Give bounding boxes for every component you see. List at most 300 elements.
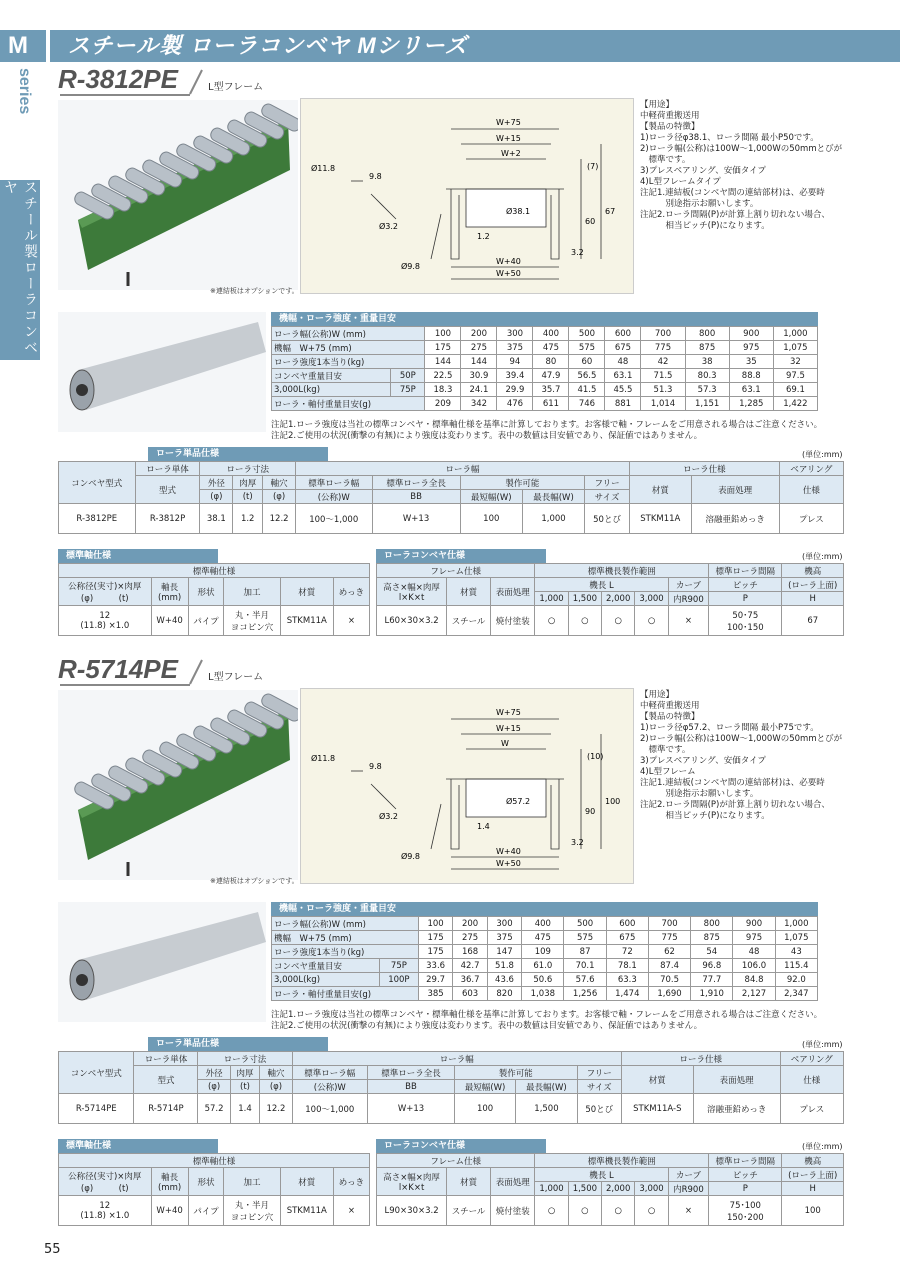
header: ローラ幅	[292, 1052, 621, 1066]
product-features	[640, 690, 880, 822]
table-cell: ×	[668, 606, 708, 636]
unit-label: (単位:mm)	[802, 1142, 843, 1151]
table-cell: 1.2	[233, 504, 263, 534]
table-cell: 575	[564, 931, 606, 945]
header: ローラ仕様	[621, 1052, 780, 1066]
table-cell: 92.0	[775, 973, 817, 987]
dim-roller-diam: Ø38.1	[506, 207, 531, 216]
header: (ローラ上面)	[782, 578, 844, 592]
table-cell: 300	[487, 917, 521, 931]
table-cell: R-5714PE	[59, 1094, 134, 1124]
table-cell: 400	[522, 917, 564, 931]
feature-line: 2)ローラ幅(公称)は100W～1,000Wの50mmとびが	[640, 144, 843, 154]
dim-plate: 3.2	[571, 248, 584, 257]
dim-frame-h: 90	[585, 807, 596, 816]
header: 機高	[782, 1154, 844, 1168]
table-row	[272, 327, 818, 341]
header: フリー	[577, 1066, 621, 1080]
table-cell: 200	[453, 917, 487, 931]
table-row	[59, 462, 844, 476]
table-cell: 342	[461, 397, 497, 411]
header: サイズ	[585, 490, 630, 504]
feature-line: 【製品の特徴】	[640, 122, 700, 132]
table-cell: 溶融亜鉛めっき	[693, 1094, 780, 1124]
table-cell: 70.5	[648, 973, 690, 987]
row-label: ローラ強度1本当り(kg)	[272, 945, 419, 959]
axle-table	[58, 1153, 370, 1226]
axle-title: 標準軸仕様	[58, 549, 218, 563]
side-series-label: series	[16, 68, 33, 115]
conveyor-illustration	[58, 100, 298, 290]
table-cell: 97.5	[773, 369, 817, 383]
header: 3,000	[635, 592, 668, 606]
table-cell: 675	[605, 341, 641, 355]
table-cell: 36.7	[453, 973, 487, 987]
table-cell: 475	[522, 931, 564, 945]
table-cell: 144	[461, 355, 497, 369]
dim-thick: 1.2	[477, 232, 490, 241]
table-cell: 375	[487, 931, 521, 945]
dim-w75: W+75	[496, 708, 521, 717]
row-label: ローラ強度1本当り(kg)	[272, 355, 425, 369]
note-line: 注記2.ご使用の状況(衝撃の有無)により強度は変わります。表中の数値は目安値であり、保証値ではありません。	[271, 431, 703, 441]
note-line: 注記1.ローラ強度は当社の標準コンベヤ・標準軸仕様を基準に計算しております。お客様で軸・フレームをご用意される場合はご注意ください。	[271, 1010, 823, 1020]
header: ローラ仕様	[629, 462, 779, 476]
feature-line: 1)ローラ径φ38.1、ローラ間隔 最小P50です。	[640, 133, 819, 143]
table-cell: 57.3	[685, 383, 729, 397]
roller-illustration	[58, 902, 266, 1022]
header: 肉厚	[233, 476, 263, 490]
table-cell: R-3812PE	[59, 504, 136, 534]
table-cell: 1,474	[606, 987, 648, 1001]
table-cell: 106.0	[733, 959, 775, 973]
table-cell: 57.2	[198, 1094, 230, 1124]
table-cell: 611	[533, 397, 569, 411]
table-cell: 45.5	[605, 383, 641, 397]
row-label: 機幅 W+75 (mm)	[272, 341, 425, 355]
header: 2,000	[602, 592, 635, 606]
model-title: R-5714PE	[58, 654, 178, 684]
table-cell: 675	[606, 931, 648, 945]
table-row	[272, 945, 818, 959]
header: フレーム仕様	[377, 564, 535, 578]
header: (φ)	[260, 1080, 292, 1094]
header: ピッチ	[709, 1168, 782, 1182]
roller-spec-table	[58, 461, 844, 534]
frame-type: L型フレーム	[208, 82, 264, 93]
header: (t)	[233, 490, 263, 504]
table-cell: 476	[497, 397, 533, 411]
dimension-svg	[301, 689, 635, 885]
table-cell: 88.8	[729, 369, 773, 383]
table-cell: 168	[453, 945, 487, 959]
table-cell: 32	[773, 355, 817, 369]
table-cell: 975	[733, 931, 775, 945]
header: 公称径(実寸)×肉厚 (φ) (t)	[59, 1168, 152, 1196]
table-cell: 1,285	[729, 397, 773, 411]
table-row	[377, 1196, 844, 1226]
header: 材質	[621, 1066, 693, 1094]
table-cell: 47.9	[533, 369, 569, 383]
pitch-label: 100P	[379, 973, 418, 987]
unit-label: (単位:mm)	[802, 552, 843, 561]
table-cell: 109	[522, 945, 564, 959]
header: 内R900	[668, 1182, 708, 1196]
page-number: 55	[44, 1242, 61, 1257]
table-cell: 900	[733, 917, 775, 931]
header: 標準ローラ全長	[368, 1066, 455, 1080]
dimension-drawing	[300, 688, 634, 884]
table-cell: 881	[605, 397, 641, 411]
table-cell: 375	[497, 341, 533, 355]
note-line: 注記1.ローラ強度は当社の標準コンベヤ・標準軸仕様を基準に計算しております。お客様で軸・フレームをご用意される場合はご注意ください。	[271, 420, 823, 430]
table-cell: ○	[602, 606, 635, 636]
table-cell: ○	[568, 1196, 601, 1226]
table-cell: 80.3	[685, 369, 729, 383]
header: 最短幅(W)	[460, 490, 522, 504]
table-cell: ○	[635, 1196, 668, 1226]
header: 標準軸仕様	[59, 564, 370, 578]
table-cell: 147	[487, 945, 521, 959]
conveyor-spec-title: ローラコンベヤ仕様	[376, 549, 546, 563]
table-cell: 48	[605, 355, 641, 369]
header: 1,000	[535, 1182, 568, 1196]
table-row	[377, 564, 844, 578]
table-cell: ○	[535, 606, 568, 636]
table-cell: 746	[569, 397, 605, 411]
row-label: ローラ・軸付重量目安(g)	[272, 987, 419, 1001]
table-cell: 51.8	[487, 959, 521, 973]
row-label: ローラ幅(公称)W (mm)	[272, 327, 425, 341]
header: 材質	[280, 578, 333, 606]
header: 肉厚	[230, 1066, 260, 1080]
table-cell: 35.7	[533, 383, 569, 397]
header: P	[709, 1182, 782, 1196]
header: 軸長 (mm)	[151, 1168, 188, 1196]
table-row	[272, 383, 818, 397]
table-cell: 焼付塗装	[491, 1196, 535, 1226]
table-cell: 80	[533, 355, 569, 369]
table-row	[59, 1196, 370, 1226]
feature-line: 【用途】	[640, 100, 675, 110]
table-cell: 77.7	[691, 973, 733, 987]
row-label: 3,000L(kg)	[272, 973, 380, 987]
header: 標準ローラ間隔	[709, 1154, 782, 1168]
table-cell: 900	[729, 327, 773, 341]
feature-line: 1)ローラ径φ57.2、ローラ間隔 最小P75です。	[640, 723, 819, 733]
feature-line: 2)ローラ幅(公称)は100W～1,000Wの50mmとびが	[640, 734, 843, 744]
dim-w75: W+75	[496, 118, 521, 127]
strength-notes	[271, 1010, 871, 1032]
table-cell: 75･100 150･200	[709, 1196, 782, 1226]
header: 標準ローラ全長	[372, 476, 460, 490]
table-cell: 1,000	[775, 917, 817, 931]
strength-table	[271, 916, 818, 1001]
header: 形状	[188, 1168, 224, 1196]
dim-thick: 1.4	[477, 822, 490, 831]
dim-plate: 3.2	[571, 838, 584, 847]
table-cell: L60×30×3.2	[377, 606, 447, 636]
table-cell: 30.9	[461, 369, 497, 383]
header: (ローラ上面)	[782, 1168, 844, 1182]
header: 標準機長製作範囲	[535, 564, 709, 578]
header: カーブ	[668, 1168, 708, 1182]
table-cell: 1,256	[564, 987, 606, 1001]
model-underline	[60, 684, 190, 686]
conveyor-photo	[58, 100, 298, 290]
table-cell: 300	[497, 327, 533, 341]
table-cell: 275	[461, 341, 497, 355]
table-cell: 100	[454, 1094, 515, 1124]
table-row	[59, 1052, 844, 1066]
table-cell: 115.4	[775, 959, 817, 973]
header: 高さ×幅×肉厚 l×K×t	[377, 578, 447, 606]
table-cell: ○	[635, 606, 668, 636]
table-cell: 209	[425, 397, 461, 411]
header: 機長 L	[535, 578, 668, 592]
table-cell: 600	[606, 917, 648, 931]
header: (φ)	[263, 490, 296, 504]
table-row	[59, 504, 844, 534]
dim-roller-diam: Ø57.2	[506, 797, 531, 806]
table-cell: 500	[569, 327, 605, 341]
header: 1,000	[535, 592, 568, 606]
table-row	[377, 578, 844, 592]
feature-line: 標準です。	[640, 745, 691, 755]
header: 表面処理	[691, 476, 779, 504]
table-row	[272, 917, 818, 931]
table-cell: 12 (11.8) ×1.0	[59, 606, 152, 636]
strength-title: 機幅・ローラ強度・重量目安	[271, 312, 818, 326]
header: 仕様	[780, 1066, 843, 1094]
table-cell: 175	[418, 945, 452, 959]
dim-d98: Ø9.8	[401, 852, 421, 861]
feature-line: 3)プレスベアリング、安価タイプ	[640, 166, 766, 176]
table-cell: 12.2	[263, 504, 296, 534]
table-row	[377, 1154, 844, 1168]
table-cell: 1,075	[773, 341, 817, 355]
dim-d32: Ø3.2	[379, 222, 399, 231]
table-cell: 29.7	[418, 973, 452, 987]
table-cell: 820	[487, 987, 521, 1001]
table-cell: 175	[418, 931, 452, 945]
note-line: 注記2.ご使用の状況(衝撃の有無)により強度は変わります。表中の数値は目安値であり、保証値ではありません。	[271, 1021, 703, 1031]
dim-w2: W	[501, 739, 509, 748]
header: ベアリング	[780, 1052, 843, 1066]
table-cell: STKM11A-S	[621, 1094, 693, 1124]
roller-spec-title: ローラ単品仕様	[148, 1037, 328, 1051]
unit-label: (単位:mm)	[802, 450, 843, 459]
header: 標準機長製作範囲	[535, 1154, 709, 1168]
table-cell: 72	[606, 945, 648, 959]
feature-line: 相当ピッチ(P)になります。	[640, 811, 770, 821]
table-cell: 100	[425, 327, 461, 341]
header: (t)	[230, 1080, 260, 1094]
header: (φ)	[198, 1080, 230, 1094]
table-cell: 96.8	[691, 959, 733, 973]
dim-top: (10)	[587, 752, 604, 761]
table-row	[272, 341, 818, 355]
table-cell: ×	[333, 1196, 369, 1226]
table-cell: 63.1	[605, 369, 641, 383]
header: 標準ローラ幅	[295, 476, 372, 490]
header: 機高	[782, 564, 844, 578]
table-cell: 200	[461, 327, 497, 341]
dim-98: 9.8	[369, 172, 382, 181]
table-cell: 50とび	[577, 1094, 621, 1124]
table-cell: 87.4	[648, 959, 690, 973]
table-cell: スチール	[447, 606, 491, 636]
feature-line: 4)L型フレームタイプ	[640, 177, 721, 187]
table-row	[59, 1066, 844, 1080]
header: 材質	[629, 476, 691, 504]
header: 表面処理	[693, 1066, 780, 1094]
table-cell: 700	[648, 917, 690, 931]
table-cell: 50･75 100･150	[709, 606, 782, 636]
dim-top: (7)	[587, 162, 599, 171]
table-cell: 2,127	[733, 987, 775, 1001]
header: めっき	[333, 578, 369, 606]
header: 材質	[280, 1168, 333, 1196]
pitch-label: 50P	[391, 369, 425, 383]
table-row	[272, 355, 818, 369]
header: 型式	[135, 476, 200, 504]
conveyor-photo	[58, 690, 298, 880]
table-cell: 1,910	[691, 987, 733, 1001]
product-features	[640, 100, 880, 232]
table-cell: 875	[685, 341, 729, 355]
table-row	[59, 564, 370, 578]
title-slash	[186, 68, 206, 96]
feature-line: 別途指示お願いします。	[640, 789, 759, 799]
header: 加工	[224, 578, 280, 606]
table-cell: ○	[568, 606, 601, 636]
table-cell: ○	[602, 1196, 635, 1226]
row-label: コンベヤ重量目安	[272, 959, 380, 973]
table-cell: 575	[569, 341, 605, 355]
table-cell: 48	[733, 945, 775, 959]
header: BB	[372, 490, 460, 504]
page-header	[0, 0, 900, 60]
header: H	[782, 1182, 844, 1196]
header: コンベヤ型式	[59, 462, 136, 504]
table-cell: 71.5	[641, 369, 685, 383]
header: 仕様	[779, 476, 843, 504]
table-cell: 1,151	[685, 397, 729, 411]
option-note: ※連結板はオプションです。	[210, 287, 299, 295]
table-cell: STKM11A	[280, 1196, 333, 1226]
table-cell: 385	[418, 987, 452, 1001]
table-cell: 43	[775, 945, 817, 959]
dim-d118: Ø11.8	[311, 754, 336, 763]
row-label: ローラ・軸付重量目安(g)	[272, 397, 425, 411]
table-row	[59, 578, 370, 606]
table-cell: 42.7	[453, 959, 487, 973]
header: 標準ローラ幅	[292, 1066, 367, 1080]
roller-spec-title: ローラ単品仕様	[148, 447, 328, 461]
table-cell: 33.6	[418, 959, 452, 973]
table-cell: 50とび	[585, 504, 630, 534]
table-cell: 63.3	[606, 973, 648, 987]
table-cell: ○	[535, 1196, 568, 1226]
header: コンベヤ型式	[59, 1052, 134, 1094]
row-label: 機幅 W+75 (mm)	[272, 931, 419, 945]
dim-w15: W+15	[496, 724, 521, 733]
table-cell: 41.5	[569, 383, 605, 397]
table-cell: 38	[685, 355, 729, 369]
table-cell: W+13	[372, 504, 460, 534]
table-cell: 1,075	[775, 931, 817, 945]
table-cell: パイプ	[188, 1196, 224, 1226]
axle-title: 標準軸仕様	[58, 1139, 218, 1153]
table-cell: 50.6	[522, 973, 564, 987]
table-cell: 57.6	[564, 973, 606, 987]
header: H	[782, 592, 844, 606]
table-cell: 42	[641, 355, 685, 369]
table-cell: 12 (11.8) ×1.0	[59, 1196, 152, 1226]
feature-line: 中軽荷重搬送用	[640, 701, 700, 711]
header: ローラ幅	[295, 462, 629, 476]
roller-photo	[58, 902, 266, 1022]
table-cell: 1,014	[641, 397, 685, 411]
table-cell: W+40	[151, 606, 188, 636]
feature-line: 相当ピッチ(P)になります。	[640, 221, 770, 231]
header: 形状	[188, 578, 224, 606]
header: 軸穴	[260, 1066, 292, 1080]
header: ピッチ	[709, 578, 782, 592]
side-category-label: スチール製ローラコンベヤ	[0, 180, 40, 360]
table-cell: R-3812P	[135, 504, 200, 534]
dim-w50: W+50	[496, 859, 521, 868]
table-cell: 焼付塗装	[491, 606, 535, 636]
table-cell: 29.9	[497, 383, 533, 397]
table-cell: 84.8	[733, 973, 775, 987]
table-cell: 100～1,000	[292, 1094, 367, 1124]
table-cell: W+40	[151, 1196, 188, 1226]
table-row	[272, 959, 818, 973]
table-cell: プレス	[780, 1094, 843, 1124]
header: 表面処理	[491, 578, 535, 606]
table-cell: 275	[453, 931, 487, 945]
header: ローラ寸法	[200, 462, 295, 476]
table-cell: 60	[569, 355, 605, 369]
table-row	[59, 606, 370, 636]
header: 型式	[134, 1066, 198, 1094]
conveyor-spec-title: ローラコンベヤ仕様	[376, 1139, 546, 1153]
header: 軸穴	[263, 476, 296, 490]
table-cell: 144	[425, 355, 461, 369]
table-cell: 54	[691, 945, 733, 959]
dim-w40: W+40	[496, 847, 521, 856]
header: カーブ	[668, 578, 708, 592]
header: フリー	[585, 476, 630, 490]
header: 外径	[200, 476, 233, 490]
table-cell: 603	[453, 987, 487, 1001]
table-cell: 69.1	[773, 383, 817, 397]
feature-line: 注記2.ローラ間隔(P)が計算上割り切れない場合、	[640, 210, 830, 220]
table-cell: 87	[564, 945, 606, 959]
table-cell: 1,000	[773, 327, 817, 341]
table-cell: 775	[648, 931, 690, 945]
feature-line: 別途指示お願いします。	[640, 199, 759, 209]
table-cell: 875	[691, 931, 733, 945]
row-label: ローラ幅(公称)W (mm)	[272, 917, 419, 931]
header: 最長幅(W)	[522, 490, 584, 504]
table-cell: 400	[533, 327, 569, 341]
header: 材質	[447, 578, 491, 606]
header: サイズ	[577, 1080, 621, 1094]
dim-total-h: 100	[605, 797, 621, 806]
